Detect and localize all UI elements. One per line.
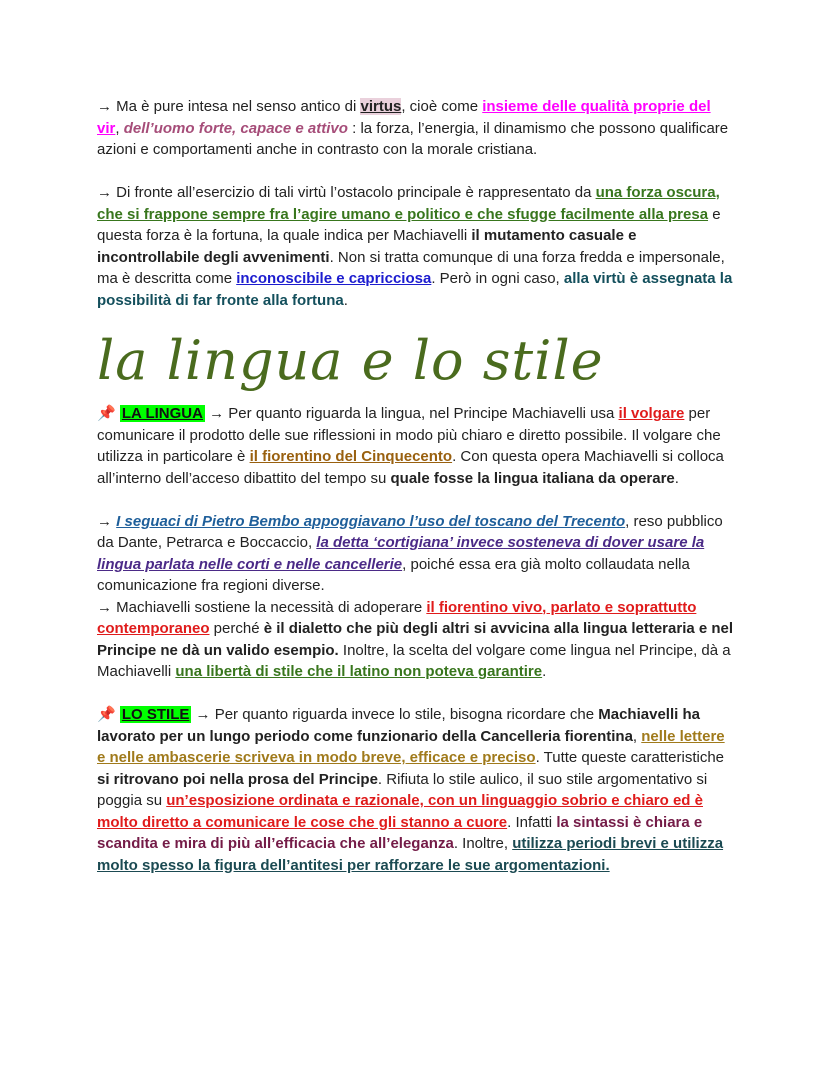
stile-tag: LO STILE xyxy=(121,706,190,723)
lingua-tag: LA LINGUA xyxy=(121,405,203,422)
arrow: → xyxy=(97,184,112,201)
mutamento-phrase: il mutamento casuale e incontrollabile degli avvenimenti xyxy=(97,227,637,266)
machiavelli-paragraph: → Machiavelli sostiene la necessità di adoperare il fiorentino vivo, parlato e soprattutto contemporaneo perché è il dialetto che più degli altri si avvicina alla lingua letteraria e nel Principe ne dà un valido esempio. Inoltre, la scelta del volgare come lingua nel Principe, dà a Machiavelli una libertà di stile che il latino non poteva garantire. xyxy=(97,598,734,680)
arrow: → xyxy=(97,512,112,530)
uomo-phrase: dell’uomo forte, capace e attivo xyxy=(123,119,348,137)
virtus-highlight: virtus xyxy=(360,98,402,115)
cancelleria-phrase: Machiavelli ha lavorato per un lungo periodo come funzionario della Cancelleria fiorentina xyxy=(97,706,700,745)
fiorentino-phrase: il fiorentino del Cinquecento xyxy=(249,448,453,465)
sintassi-phrase: la sintassi è chiara e scandita e mira di più all’efficacia che all’eleganza xyxy=(97,813,703,852)
forza-phrase: una forza oscura, che si frappone sempre fra l’agire umano e politico e che sfugge facilmente alla presa xyxy=(97,184,720,223)
pushpin-icon: 📌 xyxy=(97,405,116,422)
fortune-paragraph: → Di fronte all’esercizio di tali virtù l’ostacolo principale è rappresentato da una forza oscura, che si frappone sempre fra l’agire umano e politico e che sfugge facilmente alla presa e questa forza è la fortuna, la quale indica per Machiavelli il mutamento casuale e incontrollabile degli avvenimenti. Non si tratta comunque di una forza fredda e impersonale, ma è descritta come inconoscibile e capricciosa. Però in ogni caso, alla virtù è assegnata la possibilità di far fronte alla fortuna. xyxy=(97,184,733,309)
lingua-paragraph: 📌 LA LINGUA → Per quanto riguarda la lingua, nel Principe Machiavelli usa il volgare per comunicare il prodotto delle sue riflessioni in modo più chiaro e diretto possibile. Il volgare che utilizza in particolare è il fiorentino del Cinquecento. Con questa opera Machiavelli si colloca all’interno dell’acceso dibattito del tempo su quale fosse la lingua italiana da operare. xyxy=(97,405,724,487)
intro-paragraph: → Ma è pure intesa nel senso antico di virtus, cioè come insieme delle qualità proprie del vir, dell’uomo forte, capace e attivo : la forza, l’energia, il dinamismo che possono qualificare azioni e comportamenti anche in contrasto con la morale cristiana. xyxy=(97,98,729,158)
inconoscibile-phrase: inconoscibile e capricciosa xyxy=(236,270,432,287)
vivo-phrase: il fiorentino vivo, parlato e soprattutto contemporaneo xyxy=(97,598,697,637)
liberta-phrase: una libertà di stile che il latino non poteva garantire xyxy=(175,663,543,680)
pushpin-icon: 📌 xyxy=(97,706,116,723)
periodi-phrase: utilizza periodi brevi e utilizza molto spesso la figura dell’antitesi per rafforzare le sue argomentazioni. xyxy=(97,835,724,874)
document-page xyxy=(97,96,737,876)
esposizione-phrase: un’esposizione ordinata e razionale, con un linguaggio sobrio e chiaro ed è molto diretto a comunicare le cose che gli stanno a cuore xyxy=(97,792,703,831)
stile-paragraph: 📌 LO STILE → Per quanto riguarda invece lo stile, bisogna ricordare che Machiavelli ha lavorato per un lungo periodo come funzionario della Cancelleria fiorentina, nelle lettere e nelle ambascerie scriveva in modo breve, efficace e preciso. Tutte queste caratteristiche si ritrovano poi nella prosa del Principe. Rifiuta lo stile aulico, il suo stile argomentativo si poggia su un’esposizione ordinata e razionale, con un linguaggio sobrio e chiaro ed è molto diretto a comunicare le cose che gli stanno a cuore. Infatti la sintassi è chiara e scandita e mira di più all’efficacia che all’eleganza. Inoltre, utilizza periodi brevi e utilizza molto spesso la figura dell’antitesi per rafforzare le sue argomentazioni. xyxy=(97,706,725,874)
section-heading: la lingua e lo stile xyxy=(97,329,604,392)
arrow: → xyxy=(97,598,112,616)
volgare-phrase: il volgare xyxy=(618,405,685,422)
quale-phrase: quale fosse la lingua italiana da operare xyxy=(390,469,675,487)
qualities-phrase: insieme delle qualità proprie del vir xyxy=(97,98,711,137)
bembo-paragraph: → I seguaci di Pietro Bembo appoggiavano l’uso del toscano del Trecento, reso pubblico da Dante, Petrarca e Boccaccio, la detta ‘cortigiana’ invece sosteneva di dover usare la lingua parlata nelle corti e nelle cancellerie, poiché essa era già molto collaudata nella comunicazione fra regioni diverse. xyxy=(97,512,723,594)
bembo-phrase: I seguaci di Pietro Bembo appoggiavano l’uso del toscano del Trecento xyxy=(116,512,626,530)
lettere-phrase: nelle lettere e nelle ambascerie scriveva in modo breve, efficace e preciso xyxy=(97,727,725,766)
prosa-phrase: si ritrovano poi nella prosa del Principe xyxy=(97,770,378,788)
virtu-phrase: alla virtù è assegnata la possibilità di far fronte alla fortuna xyxy=(97,270,733,309)
dialetto-phrase: è il dialetto che più degli altri si avvicina alla lingua letteraria e nel Principe ne dà un valido esempio. xyxy=(97,620,734,659)
cortigiana-phrase: la detta ‘cortigiana’ invece sosteneva di dover usare la lingua parlata nelle corti e nelle cancellerie xyxy=(97,534,705,573)
arrow: → xyxy=(97,98,112,115)
